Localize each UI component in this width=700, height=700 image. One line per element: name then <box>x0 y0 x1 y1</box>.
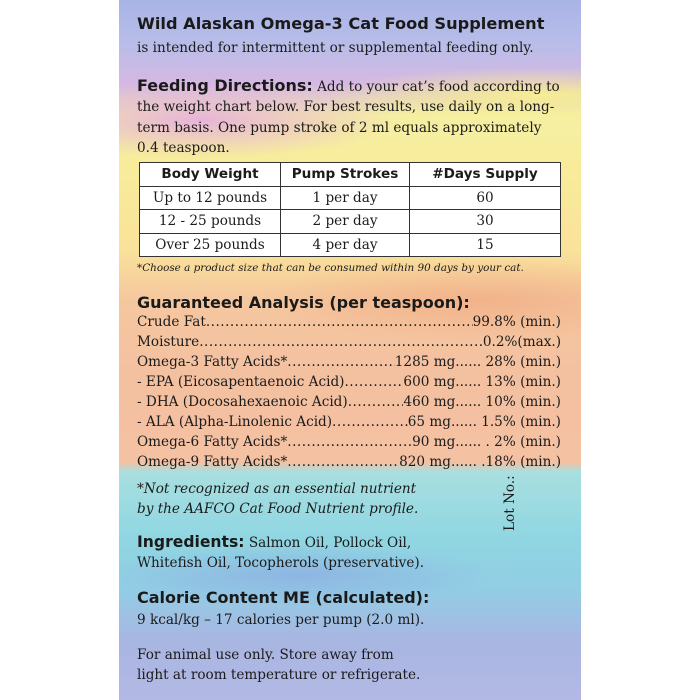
analysis-name: Omega-6 Fatty Acids* <box>137 434 288 450</box>
analysis-row <box>137 454 561 474</box>
ingredients-text: Salmon Oil, Pollock Oil, <box>244 535 412 551</box>
analysis-value: 1285 mg...... 28% (min.) <box>394 354 561 370</box>
table-cell: Up to 12 pounds <box>140 186 281 210</box>
aafco-note <box>137 480 418 519</box>
feeding-directions-text: Add to your cat’s food according to the weight chart below. For best results, use daily on a long-term basis. One pump stroke of 2 ml equals approximately 0.4 teaspoon. <box>137 79 560 156</box>
table-row <box>140 210 561 234</box>
analysis-row <box>137 434 561 454</box>
analysis-value: 460 mg...... 10% (min.) <box>403 394 561 410</box>
table-row <box>140 186 561 210</box>
analysis-row <box>137 394 561 414</box>
analysis-name: Moisture <box>137 334 200 350</box>
analysis-row <box>137 374 561 394</box>
ingredients <box>137 532 424 574</box>
feeding-directions <box>137 76 567 158</box>
dot-leader <box>199 334 483 350</box>
analysis-name: - ALA (Alpha-Linolenic Acid) <box>137 414 333 430</box>
analysis-row <box>137 354 561 374</box>
analysis-value: 600 mg...... 13% (min.) <box>403 374 561 390</box>
analysis-name: Crude Fat <box>137 314 206 330</box>
usage-note <box>137 645 420 686</box>
feeding-table <box>139 162 561 257</box>
analysis-value: 99.8% (min.) <box>472 314 561 330</box>
table-cell: 60 <box>410 186 561 210</box>
lot-number-label: Lot No.: <box>502 475 518 531</box>
analysis-row <box>137 314 561 334</box>
usage-note-line: light at room temperature or refrigerate. <box>137 667 421 684</box>
analysis-name: Omega-3 Fatty Acids* <box>137 354 288 370</box>
ingredients-heading: Ingredients: <box>137 533 245 551</box>
dot-leader <box>287 354 395 370</box>
analysis-row <box>137 334 561 354</box>
header-pump-strokes: Pump Strokes <box>281 163 410 187</box>
analysis-name: - EPA (Eicosapentaenoic Acid) <box>137 374 345 390</box>
header-days-supply: #Days Supply <box>410 163 561 187</box>
usage-note-line: For animal use only. Store away from <box>137 647 394 663</box>
calorie-text: 9 kcal/kg – 17 calories per pump (2.0 ml). <box>137 612 425 628</box>
analysis-value: 90 mg...... . 2% (min.) <box>412 434 561 450</box>
dot-leader <box>206 314 473 330</box>
dot-leader <box>287 454 399 470</box>
table-footnote: *Choose a product size that can be consumed within 90 days by your cat. <box>137 262 524 274</box>
table-cell: Over 25 pounds <box>140 233 281 257</box>
dot-leader <box>348 394 404 410</box>
analysis-value: 820 mg...... .18% (min.) <box>399 454 561 470</box>
product-subtitle: is intended for intermittent or supplemental feeding only. <box>137 40 534 56</box>
product-title: Wild Alaskan Omega-3 Cat Food Supplement <box>137 14 545 33</box>
table-cell: 1 per day <box>281 186 410 210</box>
dot-leader <box>332 414 408 430</box>
feeding-directions-heading: Feeding Directions: <box>137 76 313 95</box>
dot-leader <box>344 374 403 390</box>
analysis-value: 0.2%(max.) <box>482 334 561 350</box>
guaranteed-analysis-heading: Guaranteed Analysis (per teaspoon): <box>137 293 470 312</box>
table-cell: 12 - 25 pounds <box>140 210 281 234</box>
analysis-row <box>137 414 561 434</box>
table-header-row <box>140 163 561 187</box>
header-body-weight: Body Weight <box>140 163 281 187</box>
product-label <box>119 0 581 700</box>
table-row <box>140 233 561 257</box>
ingredients-text: Whitefish Oil, Tocopherols (preservative). <box>137 555 425 572</box>
table-cell: 2 per day <box>281 210 410 234</box>
analysis-value: 65 mg...... 1.5% (min.) <box>407 414 561 430</box>
table-cell: 4 per day <box>281 233 410 257</box>
analysis-name: - DHA (Docosahexaenoic Acid) <box>137 394 348 410</box>
dot-leader <box>287 434 412 450</box>
table-cell: 15 <box>410 233 561 257</box>
table-cell: 30 <box>410 210 561 234</box>
calorie-heading: Calorie Content ME (calculated): <box>137 588 430 607</box>
analysis-name: Omega-9 Fatty Acids* <box>137 454 288 470</box>
aafco-note-line: by the AAFCO Cat Food Nutrient profile. <box>137 500 419 517</box>
aafco-note-line: *Not recognized as an essential nutrient <box>137 481 417 497</box>
